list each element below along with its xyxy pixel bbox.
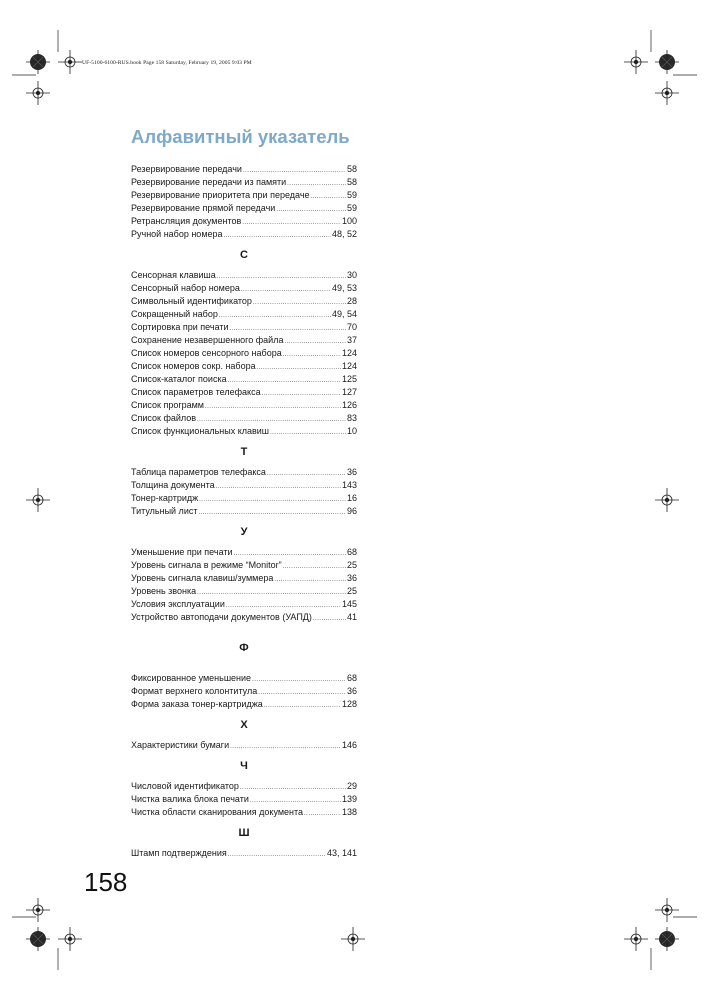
index-entry (131, 425, 357, 438)
index-entry-pages: 58 (346, 177, 357, 187)
dot-leader (304, 806, 341, 819)
index-entry-pages: 49, 53 (331, 283, 357, 293)
index-entry-pages: 100 (341, 216, 357, 226)
index-entry-pages: 29 (346, 781, 357, 791)
index-letter-heading: Х (240, 719, 248, 731)
dot-leader (243, 163, 346, 176)
index-entry-term: Резервирование передачи (131, 164, 242, 174)
dot-leader (199, 492, 346, 505)
index-entry-term: Уровень сигнала клавиш/зуммера (131, 573, 274, 583)
dot-leader (198, 505, 346, 518)
dot-leader (276, 202, 346, 215)
dot-leader (270, 425, 346, 438)
dot-leader (216, 479, 341, 492)
index-entry-term: Уровень сигнала в режиме “Monitor” (131, 560, 282, 570)
index-entry-pages: 49, 54 (331, 309, 357, 319)
dot-leader (230, 739, 341, 752)
index-entry-pages: 48, 52 (331, 229, 357, 239)
index-entry-term: Устройство автоподачи документов (УАПД) (131, 612, 312, 622)
index-entry (131, 685, 357, 698)
dot-leader (219, 308, 331, 321)
index-entry (131, 559, 357, 572)
index-entry-pages: 138 (341, 807, 357, 817)
index-entry (131, 412, 357, 425)
dot-leader (226, 598, 341, 611)
index-entry-term: Сокращенный набор (131, 309, 218, 319)
index-entry-pages: 36 (346, 467, 357, 477)
index-entry (131, 739, 357, 752)
dot-leader (197, 412, 346, 425)
index-entry (131, 269, 357, 282)
index-entry-term: Сортировка при печати (131, 322, 229, 332)
dot-leader (228, 847, 326, 860)
index-entry-term: Титульный лист (131, 506, 198, 516)
index-entry-term: Список параметров телефакса (131, 387, 261, 397)
index-entry-term: Список функциональных клавиш (131, 426, 270, 436)
index-entry (131, 308, 357, 321)
index-entry (131, 215, 357, 228)
index-entry (131, 793, 357, 806)
index-entry-pages: 36 (346, 686, 357, 696)
dot-leader (262, 386, 341, 399)
index-entry-term: Резервирование передачи из памяти (131, 177, 287, 187)
index-entry (131, 360, 357, 373)
dot-leader (241, 282, 331, 295)
index-entry (131, 189, 357, 202)
dot-leader (258, 685, 346, 698)
index-entry (131, 585, 357, 598)
index-entry-term: Резервирование приоритета при передаче (131, 190, 310, 200)
index-entry-term: Таблица параметров телефакса (131, 467, 266, 477)
dot-leader (217, 269, 346, 282)
index-entry-pages: 83 (346, 413, 357, 423)
index-entry-term: Числовой идентификатор (131, 781, 239, 791)
index-group (131, 466, 357, 518)
index-entry-term: Список номеров сенсорного набора (131, 348, 282, 358)
index-group (131, 847, 357, 860)
dot-leader (257, 360, 341, 373)
dot-leader (264, 698, 341, 711)
index-entry (131, 228, 357, 241)
index-letter-heading: Ф (239, 642, 249, 654)
index-group (131, 163, 357, 241)
dot-leader (311, 189, 346, 202)
index-entry-term: Символьный идентификатор (131, 296, 252, 306)
index-entry-pages: 128 (341, 699, 357, 709)
index-entry-term: Чистка валика блока печати (131, 794, 249, 804)
index-group (131, 739, 357, 752)
index-entry-term: Формат верхнего колонтитула (131, 686, 258, 696)
index-letter-heading: Ш (238, 827, 250, 839)
index-entry (131, 373, 357, 386)
index-entry (131, 505, 357, 518)
index-entry-pages: 68 (346, 547, 357, 557)
index-letter-heading: Ч (240, 760, 248, 772)
index-entry (131, 334, 357, 347)
index-entry-term: Сенсорный набор номера (131, 283, 240, 293)
index-entry-term: Список программ (131, 400, 204, 410)
page-number: 158 (84, 867, 128, 897)
index-entry-pages: 124 (341, 361, 357, 371)
index-group (131, 546, 357, 624)
index-entry (131, 466, 357, 479)
index-entry-pages: 37 (346, 335, 357, 345)
index-entry-term: Сохранение незавершенного файла (131, 335, 284, 345)
index-entry (131, 780, 357, 793)
index-entry-pages: 126 (341, 400, 357, 410)
index-entry-term: Ретрансляция документов (131, 216, 242, 226)
index-entry-pages: 139 (341, 794, 357, 804)
index-entry-pages: 127 (341, 387, 357, 397)
dot-leader (240, 780, 346, 793)
dot-leader (267, 466, 346, 479)
index-entry-term: Фиксированное уменьшение (131, 673, 252, 683)
index-entry-pages: 124 (341, 348, 357, 358)
dot-leader (253, 295, 346, 308)
index-entry-pages: 96 (346, 506, 357, 516)
index-entry-term: Резервирование прямой передачи (131, 203, 276, 213)
dot-leader (224, 228, 331, 241)
index-entry-term: Сенсорная клавиша (131, 270, 216, 280)
index-entry-pages: 145 (341, 599, 357, 609)
index-letter-heading: У (240, 526, 248, 538)
header-slug: UF-5100-6100-RUS.book Page 158 Saturday, February 19, 2005 9:03 PM (82, 60, 252, 66)
dot-leader (228, 373, 341, 386)
index-entry (131, 479, 357, 492)
index-entry-pages: 59 (346, 203, 357, 213)
index-entry (131, 611, 357, 624)
index-entry-term: Штамп подтверждения (131, 848, 227, 858)
index-entry (131, 399, 357, 412)
dot-leader (313, 611, 346, 624)
index-entry (131, 163, 357, 176)
index-entry-pages: 25 (346, 560, 357, 570)
index-entry (131, 598, 357, 611)
dot-leader (252, 672, 346, 685)
index-entry-pages: 59 (346, 190, 357, 200)
index-entry-term: Список-каталог поиска (131, 374, 227, 384)
index-entry-pages: 10 (346, 426, 357, 436)
index-entry-term: Уменьшение при печати (131, 547, 233, 557)
index-list (131, 163, 357, 860)
index-entry-pages: 70 (346, 322, 357, 332)
index-entry (131, 847, 357, 860)
index-entry (131, 347, 357, 360)
index-entry-term: Форма заказа тонер-картриджа (131, 699, 263, 709)
index-entry (131, 572, 357, 585)
index-entry (131, 282, 357, 295)
index-entry-term: Список номеров сокр. набора (131, 361, 256, 371)
dot-leader (205, 399, 341, 412)
dot-leader (234, 546, 346, 559)
index-entry-pages: 58 (346, 164, 357, 174)
index-entry (131, 202, 357, 215)
index-entry-pages: 36 (346, 573, 357, 583)
dot-leader (287, 176, 346, 189)
index-entry-pages: 43, 141 (326, 848, 357, 858)
index-entry (131, 546, 357, 559)
index-letter-heading: С (240, 249, 248, 261)
index-group (131, 269, 357, 438)
index-group (131, 672, 357, 711)
index-entry (131, 806, 357, 819)
index-entry-term: Условия эксплуатации (131, 599, 225, 609)
index-entry-pages: 30 (346, 270, 357, 280)
index-entry-term: Толщина документа (131, 480, 215, 490)
index-entry-term: Характеристики бумаги (131, 740, 230, 750)
index-entry-pages: 41 (346, 612, 357, 622)
page-title: Алфавитный указатель (131, 126, 350, 147)
dot-leader (250, 793, 341, 806)
index-entry-pages: 25 (346, 586, 357, 596)
dot-leader (274, 572, 346, 585)
index-entry (131, 176, 357, 189)
index-entry-pages: 28 (346, 296, 357, 306)
index-entry-term: Уровень звонка (131, 586, 197, 596)
index-entry-pages: 146 (341, 740, 357, 750)
dot-leader (283, 347, 341, 360)
dot-leader (283, 559, 346, 572)
index-letter-heading: Т (240, 446, 248, 458)
dot-leader (197, 585, 346, 598)
index-entry-term: Тонер-картридж (131, 493, 199, 503)
index-entry (131, 698, 357, 711)
index-entry-term: Чистка области сканирования документа (131, 807, 304, 817)
index-entry-pages: 16 (346, 493, 357, 503)
index-entry-term: Ручной набор номера (131, 229, 223, 239)
index-entry (131, 492, 357, 505)
index-group (131, 780, 357, 819)
dot-leader (284, 334, 346, 347)
index-entry (131, 295, 357, 308)
index-entry-pages: 143 (341, 480, 357, 490)
index-entry-pages: 125 (341, 374, 357, 384)
dot-leader (242, 215, 341, 228)
index-entry (131, 672, 357, 685)
index-entry (131, 321, 357, 334)
dot-leader (230, 321, 346, 334)
index-entry (131, 386, 357, 399)
index-entry-term: Список файлов (131, 413, 197, 423)
index-entry-pages: 68 (346, 673, 357, 683)
